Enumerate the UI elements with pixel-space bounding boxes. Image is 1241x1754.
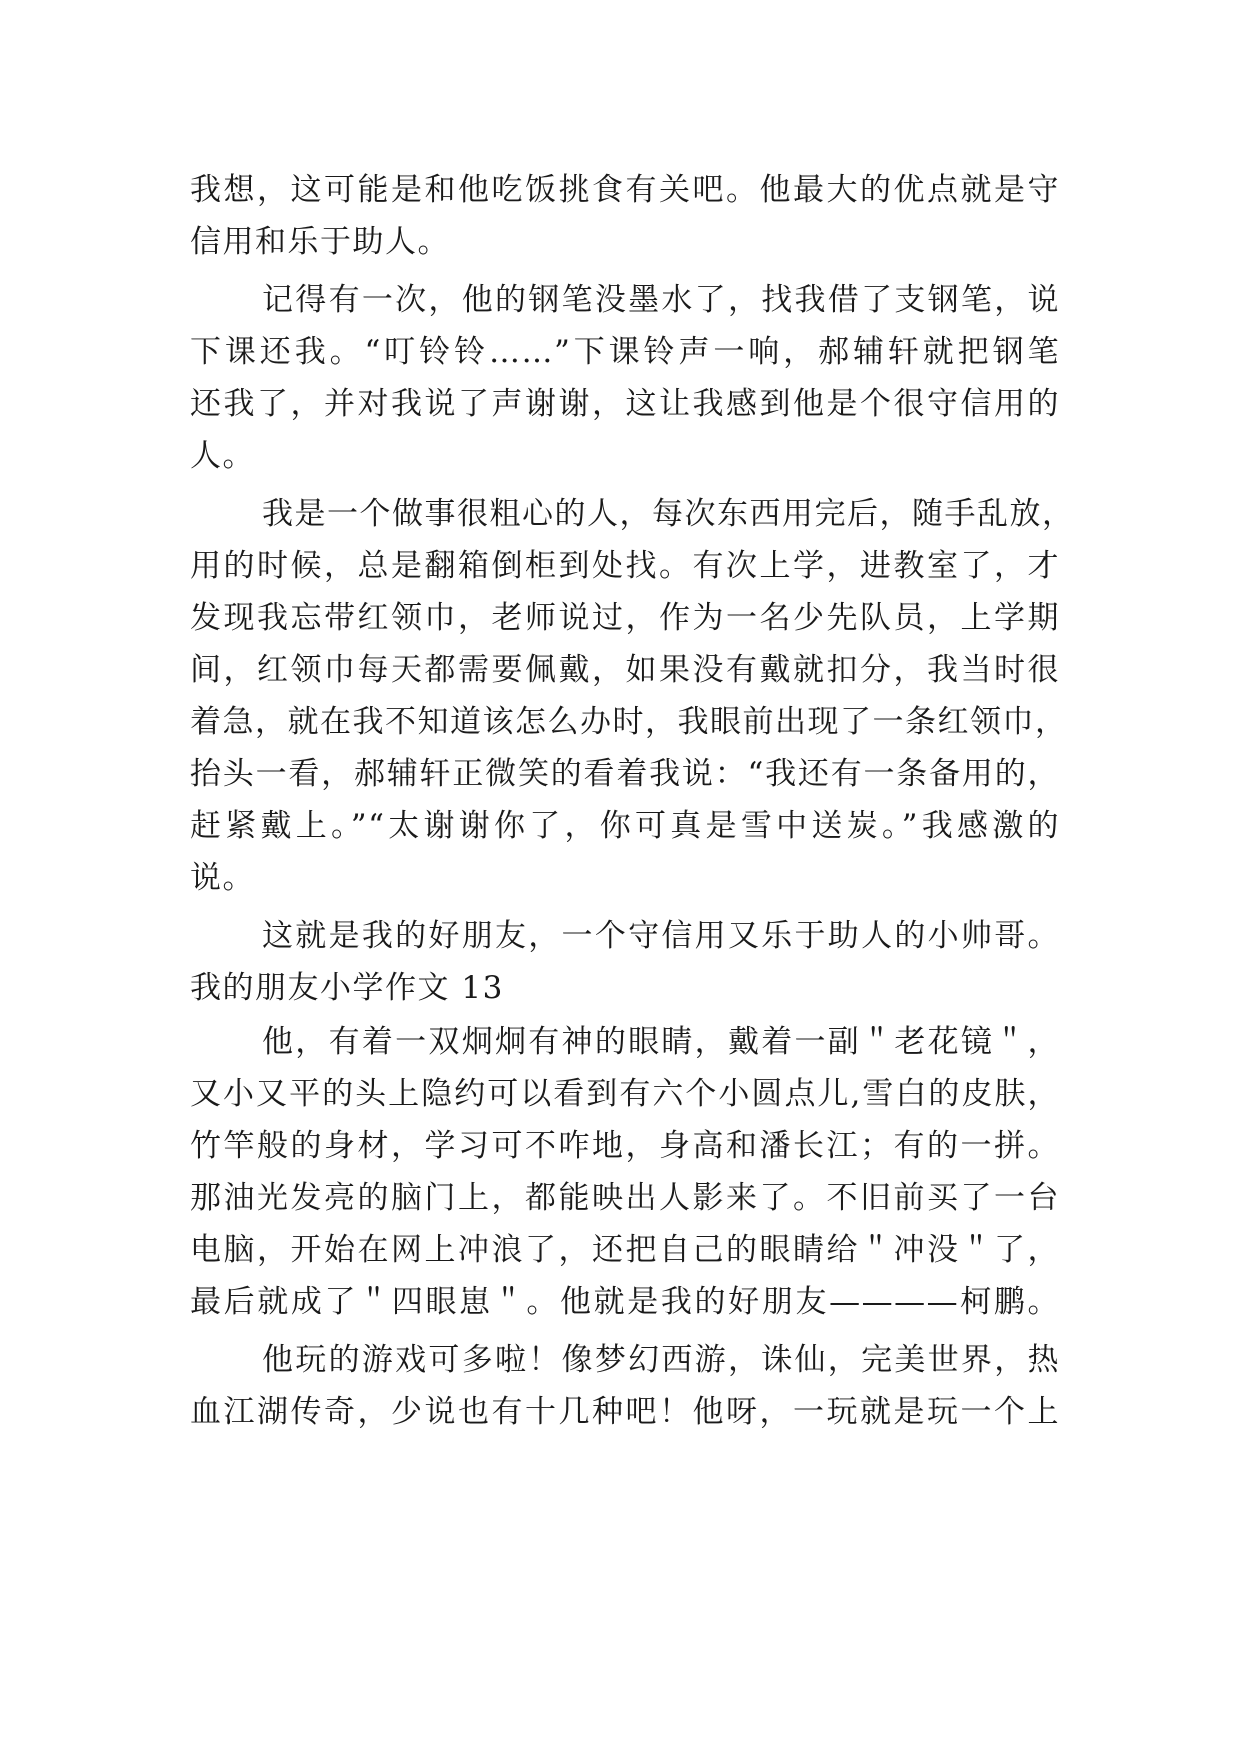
- text-line: 赶紧戴上。”“太谢谢你了，你可真是雪中送炭。”我感激的: [190, 808, 1060, 844]
- section-heading: 我的朋友小学作文 13: [190, 970, 504, 1006]
- text-line: 说。: [190, 860, 255, 896]
- text-line: 这就是我的好朋友，一个守信用又乐于助人的小帅哥。: [262, 918, 1060, 954]
- text-line: 电脑，开始在网上冲浪了，还把自己的眼睛给＂冲没＂了，: [190, 1232, 1060, 1268]
- text-line: 血江湖传奇，少说也有十几种吧！他呀，一玩就是玩一个上: [190, 1394, 1060, 1430]
- text-line: 抬头一看，郝辅轩正微笑的看着我说：“我还有一条备用的，: [190, 756, 1060, 792]
- text-line: 最后就成了＂四眼崽＂。他就是我的好朋友————柯鹏。: [190, 1284, 1060, 1320]
- text-line: 那油光发亮的脑门上，都能映出人影来了。不旧前买了一台: [190, 1180, 1060, 1216]
- text-line: 我想，这可能是和他吃饭挑食有关吧。他最大的优点就是守: [190, 172, 1060, 208]
- text-line: 我是一个做事很粗心的人，每次东西用完后，随手乱放，: [262, 496, 1075, 532]
- text-line: 他，有着一双炯炯有神的眼睛，戴着一副＂老花镜＂，: [262, 1024, 1060, 1060]
- text-line: 又小又平的头上隐约可以看到有六个小圆点儿,雪白的皮肤，: [190, 1076, 1060, 1112]
- text-line: 竹竿般的身材，学习可不咋地，身高和潘长江；有的一拼。: [190, 1128, 1060, 1164]
- text-line: 人。: [190, 438, 255, 474]
- text-line: 他玩的游戏可多啦！像梦幻西游，诛仙，完美世界，热: [262, 1342, 1060, 1378]
- text-line: 间，红领巾每天都需要佩戴，如果没有戴就扣分，我当时很: [190, 652, 1060, 688]
- text-line: 用的时候，总是翻箱倒柜到处找。有次上学，进教室了，才: [190, 548, 1060, 584]
- text-line: 还我了，并对我说了声谢谢，这让我感到他是个很守信用的: [190, 386, 1060, 422]
- text-line: 着急，就在我不知道该怎么办时，我眼前出现了一条红领巾，: [190, 704, 1068, 740]
- text-line: 下课还我。“叮铃铃……”下课铃声一响，郝辅轩就把钢笔: [190, 334, 1060, 370]
- text-line: 信用和乐于助人。: [190, 224, 450, 260]
- text-line: 记得有一次，他的钢笔没墨水了，找我借了支钢笔，说: [262, 282, 1060, 318]
- text-line: 发现我忘带红领巾，老师说过，作为一名少先队员，上学期: [190, 600, 1060, 636]
